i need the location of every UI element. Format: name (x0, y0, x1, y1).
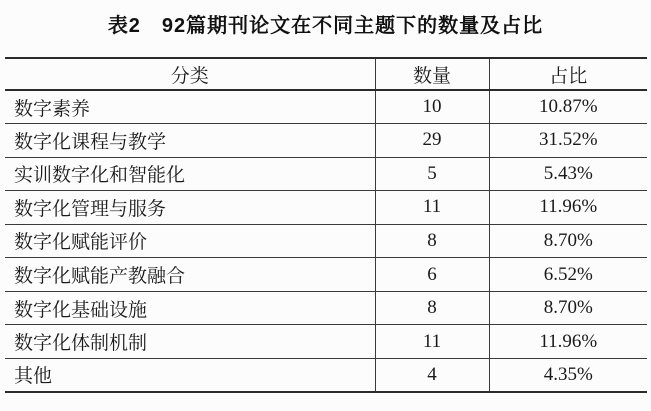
cell-category: 其他 (14, 366, 53, 388)
cell-category: 数字化基础设施 (14, 299, 148, 321)
header-cell-count: 数量 (375, 58, 489, 90)
table-header (5, 58, 647, 90)
table-caption: 表2 92篇期刊论文在不同主题下的数量及占比 (107, 15, 544, 37)
data-table (5, 57, 647, 393)
table-row (5, 325, 647, 359)
header-cell-category: 分类 (170, 65, 209, 87)
cell-percent: 11.96% (489, 191, 647, 225)
cell-category: 数字化赋能评价 (14, 232, 148, 254)
cell-percent: 10.87% (489, 90, 647, 124)
cell-count: 10 (375, 90, 489, 124)
cell-category: 数字化课程与教学 (14, 131, 167, 153)
cell-category: 数字化体制机制 (14, 333, 148, 355)
cell-category: 实训数字化和智能化 (14, 165, 186, 187)
cell-count: 29 (375, 124, 489, 158)
table-row (5, 224, 647, 258)
cell-category: 数字化管理与服务 (14, 198, 167, 220)
cell-percent: 5.43% (489, 157, 647, 191)
cell-percent: 8.70% (489, 224, 647, 258)
cell-percent: 11.96% (489, 325, 647, 359)
cell-percent: 6.52% (489, 258, 647, 292)
header-cell-percent: 占比 (489, 58, 647, 90)
table-body (5, 90, 647, 392)
cell-count: 8 (375, 224, 489, 258)
table-row (5, 90, 647, 124)
cell-percent: 8.70% (489, 291, 647, 325)
cell-percent: 31.52% (489, 124, 647, 158)
table-row (5, 191, 647, 225)
cell-count: 6 (375, 258, 489, 292)
cell-count: 5 (375, 157, 489, 191)
cell-percent: 4.35% (489, 358, 647, 392)
cell-count: 4 (375, 358, 489, 392)
table-row (5, 124, 647, 158)
table-row (5, 157, 647, 191)
table-row (5, 258, 647, 292)
cell-count: 8 (375, 291, 489, 325)
cell-category: 数字素养 (14, 98, 91, 120)
cell-count: 11 (375, 191, 489, 225)
table-row (5, 291, 647, 325)
header-row (5, 58, 647, 90)
cell-category: 数字化赋能产教融合 (14, 266, 186, 287)
cell-count: 11 (375, 325, 489, 359)
table-row (5, 358, 647, 392)
